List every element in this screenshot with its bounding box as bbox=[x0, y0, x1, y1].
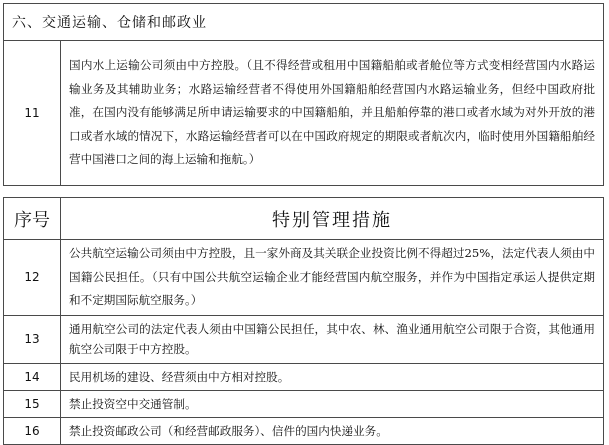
table-row bbox=[4, 41, 604, 186]
measures-table bbox=[3, 197, 604, 445]
row-measure-text: 公共航空运输公司须由中方控股，且一家外商及其关联企业投资比例不得超过25%，法定代表人须由中国籍公民担任。（只有中国公共航空运输企业才能经营国内航空服务，并作为中国指定承运人提供定期和不定期国际航空服务。） bbox=[61, 240, 604, 316]
table-header-row bbox=[4, 198, 604, 240]
row-measure-text: 民用机场的建设、经营须由中方相对控股。 bbox=[61, 363, 604, 390]
row-measure-text: 禁止投资邮政公司（和经营邮政服务）、信件的国内快递业务。 bbox=[61, 417, 604, 444]
row-measure-text: 通用航空公司的法定代表人须由中国籍公民担任，其中农、林、渔业通用航空公司限于合资，其他通用航空公司限于中方控股。 bbox=[61, 315, 604, 363]
table-row bbox=[4, 315, 604, 363]
table-row bbox=[4, 417, 604, 444]
table-row bbox=[4, 363, 604, 390]
column-header-measures: 特别管理措施 bbox=[61, 198, 604, 240]
row-number: 12 bbox=[4, 240, 61, 316]
row-number: 16 bbox=[4, 417, 61, 444]
row-number: 15 bbox=[4, 390, 61, 417]
row-number: 11 bbox=[4, 41, 61, 186]
row-number: 13 bbox=[4, 315, 61, 363]
section-header-row bbox=[4, 4, 604, 41]
column-header-number: 序号 bbox=[4, 198, 61, 240]
row-measure-text: 禁止投资空中交通管制。 bbox=[61, 390, 604, 417]
row-measure-text: 国内水上运输公司须由中方控股。（且不得经营或租用中国籍船舶或者舱位等方式变相经营国内水路运输业务及其辅助业务；水路运输经营者不得使用外国籍船舶经营国内水路运输业务，但经中国政府批准，在国内没有能够满足所申请运输要求的中国籍船舶，并且船舶停靠的港口或者水域为对外开放的港口或者水域的情况下，水路运输经营者可以在中国政府规定的期限或者航次内，临时使用外国籍船舶经营中国港口之间的海上运输和拖航。） bbox=[61, 41, 604, 186]
section-table bbox=[3, 3, 604, 186]
row-number: 14 bbox=[4, 363, 61, 390]
section-title: 六、交通运输、仓储和邮政业 bbox=[4, 4, 604, 41]
table-row bbox=[4, 240, 604, 316]
table-row bbox=[4, 390, 604, 417]
